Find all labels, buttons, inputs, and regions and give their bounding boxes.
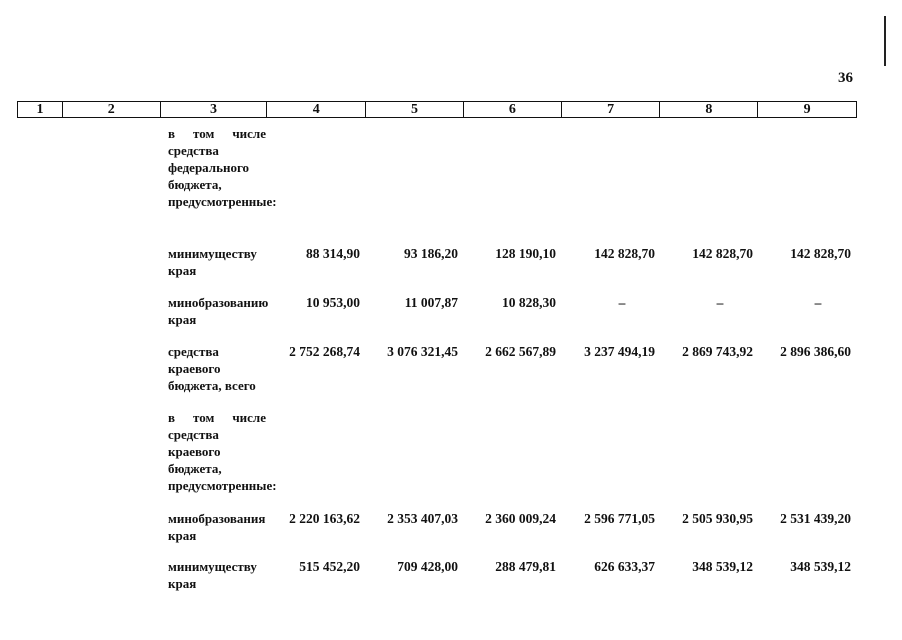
table-cell-dash: – [716, 295, 724, 310]
table-cell: 2 596 771,05 [584, 511, 655, 526]
header-col-2: 2 [63, 102, 161, 117]
header-col-5: 5 [366, 102, 464, 117]
table-cell: 709 428,00 [397, 559, 458, 574]
page-edge-line [884, 16, 886, 66]
row-label-minobrazovaniya-regional: минобразования края [168, 511, 266, 543]
row-label-regional-intro: в том числе средства краевого бюджета, предусмотренные: [168, 410, 277, 493]
table-header-row [17, 101, 857, 118]
table-cell: 626 633,37 [594, 559, 655, 574]
table-cell: 288 479,81 [495, 559, 556, 574]
table-cell: 142 828,70 [692, 246, 753, 261]
table-cell: 2 896 386,60 [780, 344, 851, 359]
table-cell: 10 953,00 [306, 295, 360, 310]
page-number: 36 [838, 70, 853, 86]
table-cell: 2 220 163,62 [289, 511, 360, 526]
table-cell: 348 539,12 [790, 559, 851, 574]
table-cell: 2 505 930,95 [682, 511, 753, 526]
table-cell: 2 353 407,03 [387, 511, 458, 526]
header-col-1: 1 [18, 102, 63, 117]
table-cell-dash: – [618, 295, 626, 310]
table-cell: 2 869 743,92 [682, 344, 753, 359]
table-cell: 128 190,10 [495, 246, 556, 261]
header-col-4: 4 [267, 102, 366, 117]
table-cell-dash: – [814, 295, 822, 310]
table-cell: 3 237 494,19 [584, 344, 655, 359]
row-label-minimushchestvu-regional: минимуществу края [168, 559, 257, 591]
header-col-3: 3 [161, 102, 268, 117]
header-col-8: 8 [660, 102, 758, 117]
header-col-9: 9 [803, 102, 811, 117]
table-cell: 2 662 567,89 [485, 344, 556, 359]
table-cell: 515 452,20 [299, 559, 360, 574]
row-label-regional-total: средства краевого бюджета, всего [168, 344, 256, 393]
table-cell: 10 828,30 [502, 295, 556, 310]
table-cell: 93 186,20 [404, 246, 458, 261]
table-cell: 3 076 321,45 [387, 344, 458, 359]
table-cell: 88 314,90 [306, 246, 360, 261]
header-col-6: 6 [464, 102, 562, 117]
table-cell: 142 828,70 [594, 246, 655, 261]
row-label-minobrazovaniyu-federal: минобразованию края [168, 295, 269, 327]
table-cell: 348 539,12 [692, 559, 753, 574]
table-cell: 2 360 009,24 [485, 511, 556, 526]
row-label-federal-intro: в том числе средства федерального бюджета, предусмотренные: [168, 126, 277, 209]
row-label-minimushchestvu-federal: минимуществу края [168, 246, 257, 278]
table-cell: 11 007,87 [404, 295, 458, 310]
header-col-7: 7 [562, 102, 661, 117]
table-cell: 142 828,70 [790, 246, 851, 261]
table-cell: 2 752 268,74 [289, 344, 360, 359]
table-cell: 2 531 439,20 [780, 511, 851, 526]
